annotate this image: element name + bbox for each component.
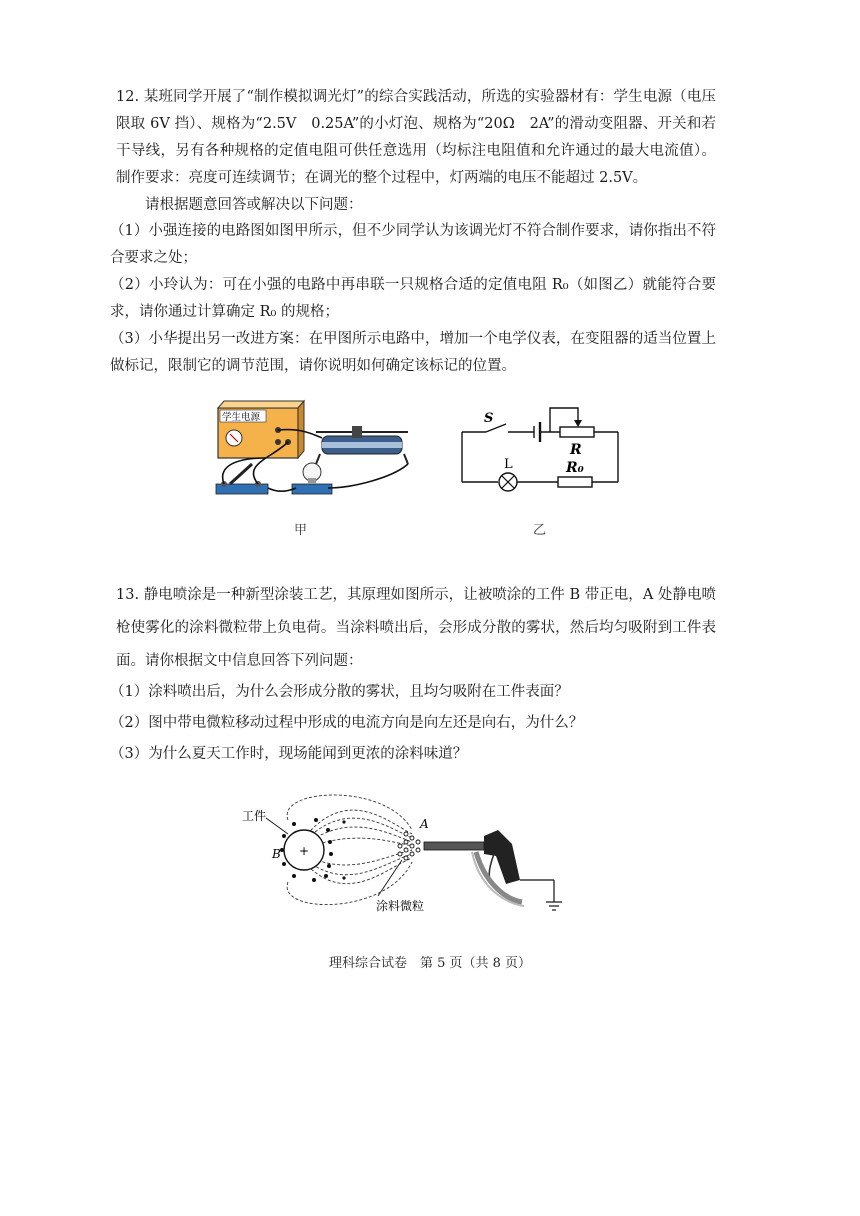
- plus-sign: +: [299, 844, 310, 858]
- rheostat-symbol: [560, 427, 594, 437]
- lamp-symbol: [499, 473, 517, 491]
- resistor-r0-label: R₀: [566, 460, 584, 476]
- ground-icon: [520, 880, 562, 910]
- figure-yi: [450, 398, 630, 502]
- particle-label: 涂料微粒: [376, 899, 425, 913]
- lamp-label: L: [504, 457, 513, 472]
- b-label: B: [272, 847, 281, 861]
- switch-label: S: [484, 411, 494, 426]
- spray-gun-icon: [424, 830, 524, 906]
- bulb-icon: [292, 463, 332, 494]
- q13-stem: 13. 静电喷涂是一种新型涂装工艺，其原理如图所示，让被喷涂的工件 B 带正电，A 处静电喷枪使雾化的涂料微粒带上负电荷。当涂料喷出后，会形成分散的雾状，然后均匀吸附到工件表面。请你根据文中信息回答下列问题：: [116, 587, 716, 669]
- q13-sub2: （2）图中带电微粒移动过程中形成的电流方向是向左还是向右，为什么？: [110, 715, 584, 731]
- a-label: A: [420, 817, 429, 831]
- q12-sub1: （1）小强连接的电路图如图甲所示，但不少同学认为该调光灯不符合制作要求，请你指出不符合要求之处；: [110, 223, 716, 266]
- q12-prompt: 请根据题意回答或解决以下问题：: [145, 197, 363, 213]
- power-supply-label: 学生电源: [222, 412, 261, 423]
- figure-jia-caption: 甲: [294, 523, 308, 538]
- rheostat-label: R: [570, 442, 582, 458]
- q12-sub3: （3）小华提出另一改进方案：在甲图所示电路中，增加一个电学仪表，在变阻器的适当位置上做标记，限制它的调节范围，请你说明如何确定该标记的位置。: [110, 331, 716, 374]
- page-footer: 理科综合试卷 第 5 页（共 8 页）: [328, 956, 532, 971]
- rheostat-icon: [316, 426, 408, 464]
- switch-icon: [216, 464, 268, 494]
- figure-yi-caption: 乙: [533, 523, 547, 538]
- q13-sub3: （3）为什么夏天工作时，现场能闻到更浓的涂料味道？: [110, 746, 468, 762]
- q12-stem: 12. 某班同学开展了“制作模拟调光灯”的综合实践活动，所选的实验器材有：学生电源（电压限取 6V 挡）、规格为“2.5V 0.25A”的小灯泡、规格为“20Ω 2A”的滑动变阻器、开关和若干导线，另有各种规格的定值电阻可供任意选用（均标注电阻值和允许通过的最大电流值）。制作要求：亮度可连续调节；在调光的整个过程中，灯两端的电压不能超过 2.5V。: [116, 89, 716, 186]
- q13-sub1: （1）涂料喷出后，为什么会形成分散的雾状，且均匀吸附在工件表面？: [110, 684, 569, 700]
- resistor-r0-symbol: [558, 477, 592, 487]
- spray-figure: [236, 790, 576, 920]
- figure-jia: [212, 398, 422, 510]
- q12-sub2: （2）小玲认为：可在小强的电路中再串联一只规格合适的定值电阻 R₀（如图乙）就能符合要求，请你通过计算确定 R₀ 的规格；: [110, 277, 716, 320]
- workpiece-label: 工件: [242, 809, 267, 823]
